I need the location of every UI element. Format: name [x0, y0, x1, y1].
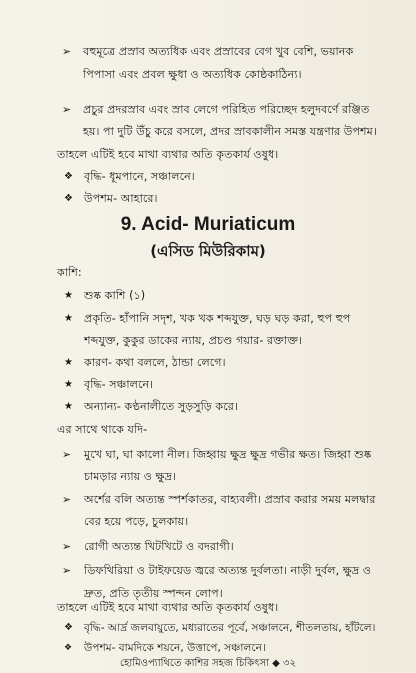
modality-aggravation: বৃদ্ধি- ধূমপানে, সঞ্চালনে।: [84, 170, 195, 183]
arrow-bullet-icon: ➢: [62, 564, 72, 577]
diamond-bullet-icon: ❖: [64, 193, 73, 204]
list-item-continued: দ্রুত, প্রতি তৃতীয় স্পন্দন লোপ।: [84, 587, 223, 600]
list-item: রোগী অত্যন্ত খিটখিটে ও বদরাগী।: [84, 540, 234, 553]
text-line: পিপাসা এবং প্রবল ক্ষুধা ও অত্যধিক কোষ্ঠকাঠিন্য।: [83, 68, 302, 81]
star-bullet-icon: ★: [64, 357, 73, 368]
list-item: অন্যান্য- কণ্ঠনালীতে সুড়সুড়ি করে।: [84, 400, 238, 413]
diamond-bullet-icon: ❖: [64, 622, 73, 633]
arrow-bullet-icon: ➢: [62, 103, 72, 116]
list-item: ডিফথিরিয়া ও টাইফয়েড জ্বরে অত্যন্ত দুর্বলতা। নাড়ী দুর্বল, ক্ষুদ্র ও: [84, 564, 372, 577]
arrow-bullet-icon: ➢: [62, 493, 72, 506]
list-item: অর্শের বলি অত্যন্ত স্পর্শকাতর, বাহ্যবলী। প্রস্রাব করার সময় মলদ্বার: [84, 493, 376, 506]
star-bullet-icon: ★: [64, 313, 73, 324]
arrow-bullet-icon: ➢: [62, 540, 72, 553]
text-line: বহুমূত্রে প্রস্রাব অত্যধিক এবং প্রস্রাবের বেগ খুব বেশি, ভয়ানক: [83, 45, 354, 58]
star-bullet-icon: ★: [64, 379, 73, 390]
conclusion-text: তাহলে এটিই হবে মাথা ব্যথার অতি কৃতকার্য ওষুধ।: [57, 601, 279, 614]
modality-aggravation: বৃদ্ধি- আর্দ্র জলবায়ুতে, মধ্যরাতের পূর্বে, সঞ্চালনে, শীতলতায়, হাঁটলে।: [84, 622, 376, 634]
list-item-continued: শব্দযুক্ত, কুকুর ডাকের ন্যায়, প্রচণ্ড গয়ার- রক্তাক্ত।: [84, 334, 303, 347]
text-line: প্রচুর প্রদরস্রাব এবং স্রাব লেগে পরিহিত পরিচ্ছেদ হলুদবর্ণে রঞ্জিত: [83, 103, 370, 116]
modality-amelioration: উপশম- বামদিকে শয়নে, উত্তাপে, সঞ্চালনে।: [84, 642, 266, 654]
list-item: শুষ্ক কাশি (১): [84, 289, 146, 302]
list-item: মুখে ঘা, ঘা কালো নীল। জিহ্বায় ক্ষুদ্র ক্ষুদ্র গভীর ক্ষত। জিহ্বা শুষ্ক: [84, 448, 372, 461]
arrow-bullet-icon: ➢: [62, 448, 72, 461]
conclusion-text: তাহলে এটিই হবে মাথা ব্যথার অতি কৃতকার্য ওষুধ।: [57, 148, 279, 161]
list-item: প্রকৃতি- হাঁপানি সদৃশ, খক খক শব্দযুক্ত, ঘড় ঘড় করা, হুপ হুপ: [84, 312, 351, 325]
text-line: হয়। পা দুটি উঁচু করে বসলে, প্রদর স্রাবকালীন সমস্ত যন্ত্রণার উপশম।: [83, 125, 377, 138]
star-bullet-icon: ★: [64, 401, 73, 412]
list-item: কারণ- কথা বললে, ঠান্ডা লেগে।: [84, 356, 226, 369]
section-intro: এর সাথে থাকে যদি-: [57, 423, 148, 436]
arrow-bullet-icon: ➢: [62, 45, 72, 58]
list-item-continued: বের হয়ে পড়ে, চুলকায়।: [84, 515, 189, 528]
remedy-title-bengali: (এসিড মিউরিকাম): [150, 242, 266, 260]
star-bullet-icon: ★: [64, 290, 73, 301]
page-footer: হোমিওপ্যাথিতে কাশির সহজ চিকিৎসা ◆ ৩২: [120, 658, 296, 669]
remedy-title: 9. Acid- Muriaticum: [120, 214, 296, 235]
modality-amelioration: উপশম- আহারে।: [84, 192, 158, 205]
list-item-continued: চামড়ার ন্যায় ও ক্ষুদ্র।: [84, 470, 177, 483]
list-item: বৃদ্ধি- সঞ্চালনে।: [84, 378, 154, 391]
section-label: কাশি:: [57, 266, 82, 279]
diamond-bullet-icon: ❖: [64, 643, 73, 653]
diamond-bullet-icon: ❖: [64, 171, 73, 182]
